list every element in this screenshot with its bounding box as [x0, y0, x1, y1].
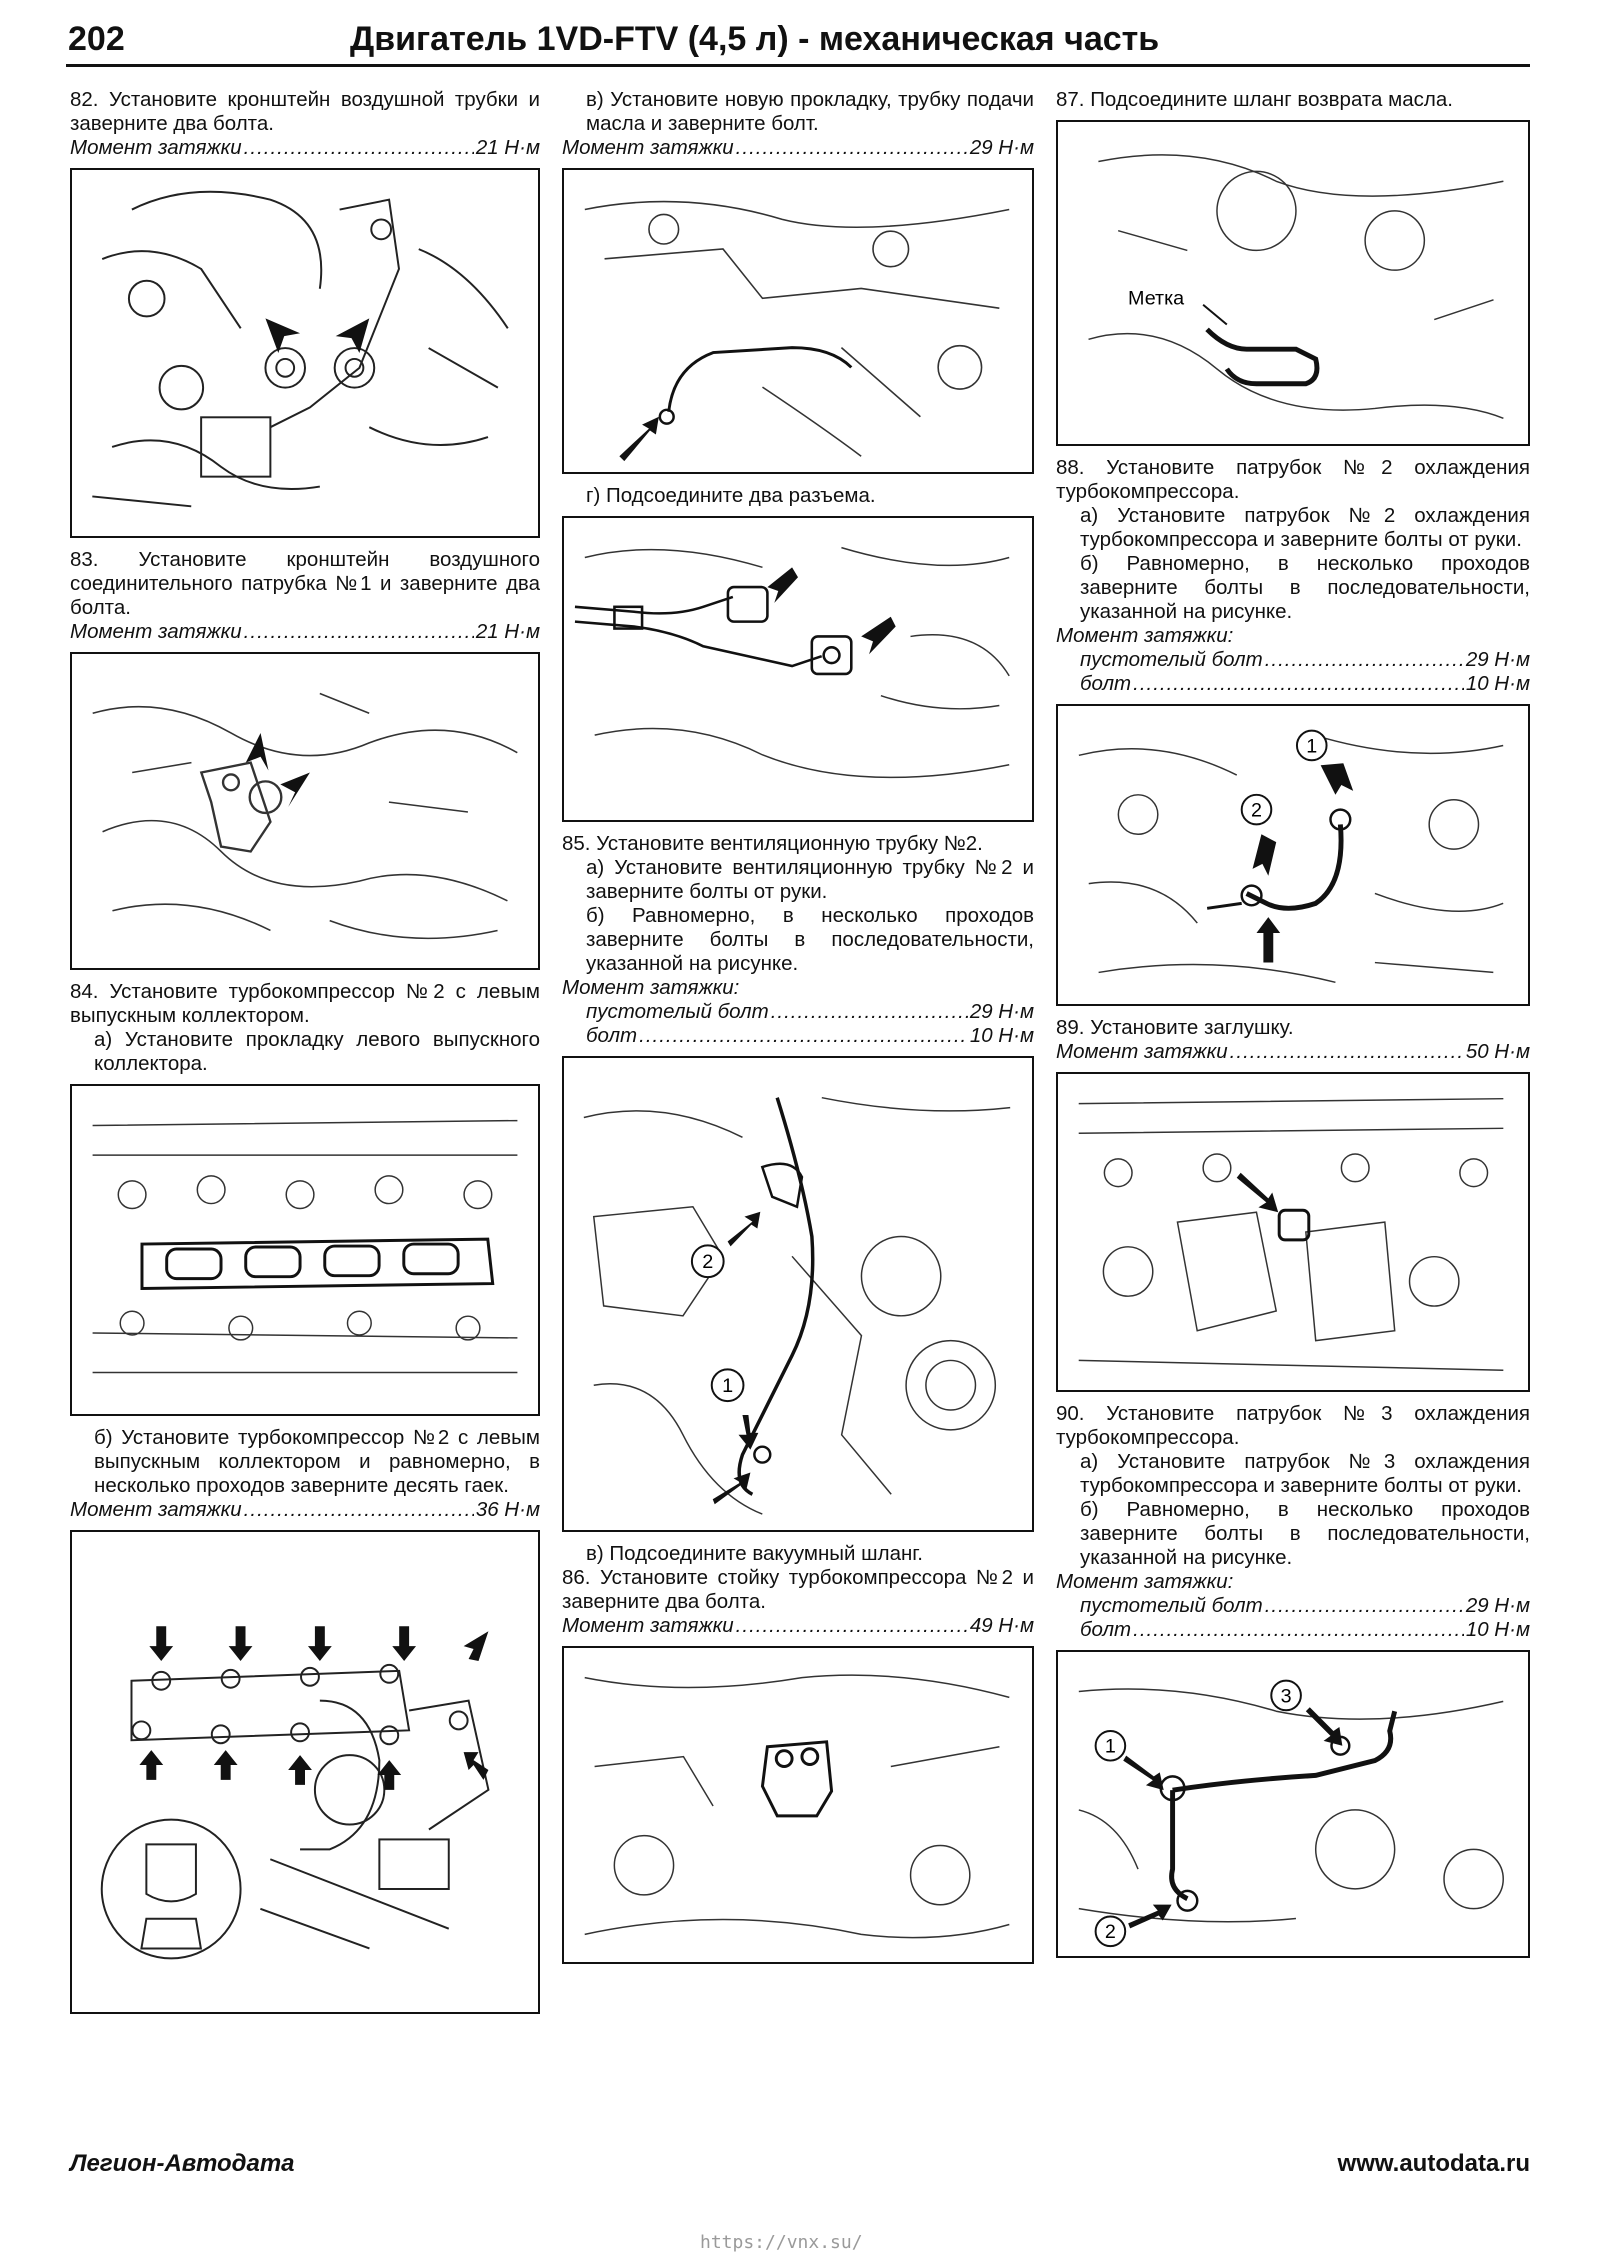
fig88-callout-1: 1 — [1306, 735, 1318, 758]
torque-title: Момент затяжки: — [1056, 1570, 1234, 1593]
step-84b-text: б) Установите турбокомпрессор №2 с левым выпускным коллектором и равномерно, в несколько проходов заверните десять гаек. — [94, 1426, 540, 1497]
step-90a-text: а) Установите патрубок №3 охлаждения турбокомпрессора и заверните болты от руки. — [1080, 1450, 1530, 1497]
torque-label: пустотелый болт — [586, 1000, 769, 1023]
torque-value: 29 Н·м — [969, 136, 1034, 159]
step-82-torque — [70, 136, 540, 160]
manifold-gasket-illustration — [72, 1086, 538, 1414]
step-90-torque-hollow-bolt — [1056, 1594, 1530, 1618]
step-85v-text: в) Подсоедините вакуумный шланг. — [586, 1542, 923, 1565]
figure-84v-oil-pipe — [562, 168, 1034, 474]
step-90-text: 90. Установите патрубок №3 охлаждения турбокомпрессора. — [1056, 1402, 1530, 1449]
step-87-text: 87. Подсоедините шланг возврата масла. — [1056, 88, 1453, 111]
torque-label: Момент затяжки — [70, 620, 242, 643]
step-85b-text: б) Равномерно, в несколько проходов заверните болты в последовательности, указанной на рисунке. — [586, 904, 1034, 975]
step-84-text: 84. Установите турбокомпрессор №2 с левым выпускным коллектором. — [70, 980, 540, 1027]
step-84v-torque — [562, 136, 1034, 160]
torque-value: 29 Н·м — [1465, 648, 1530, 671]
step-84a-text: а) Установите прокладку левого выпускного коллектора. — [94, 1028, 540, 1075]
cooling-pipe-3-illustration — [1058, 1652, 1528, 1956]
cooling-pipe-2-illustration — [1058, 706, 1528, 1004]
step-88-torque-title — [1056, 624, 1530, 648]
step-88-torque-hollow-bolt — [1056, 648, 1530, 672]
figure-88-cooling-pipe — [1056, 704, 1530, 1006]
torque-label: Момент затяжки — [70, 1498, 242, 1521]
fig90-callout-2: 2 — [1104, 1921, 1116, 1944]
torque-value: 29 Н·м — [969, 1000, 1034, 1023]
step-85-torque-bolt — [562, 1024, 1034, 1048]
vent-pipe-illustration — [564, 1058, 1032, 1530]
column-2 — [562, 88, 1034, 1974]
torque-label: пустотелый болт — [1080, 648, 1263, 671]
figure-85-vent-pipe — [562, 1056, 1034, 1532]
figure-87-oil-return — [1056, 120, 1530, 446]
column-3 — [1056, 88, 1530, 1968]
column-1 — [70, 88, 540, 2024]
step-85a-text: а) Установите вентиляционную трубку №2 и заверните болты от руки. — [586, 856, 1034, 903]
step-84g-text: г) Подсоедините два разъема. — [586, 484, 876, 507]
step-88b-text: б) Равномерно, в несколько проходов заверните болты в последовательности, указанной на рисунке. — [1080, 552, 1530, 623]
figure-84a-gasket — [70, 1084, 540, 1416]
fig85-callout-1: 1 — [722, 1375, 734, 1398]
turbo-nuts-illustration — [72, 1532, 538, 2012]
connectors-illustration — [564, 518, 1032, 820]
page-title: Двигатель 1VD-FTV (4,5 л) - механическая часть — [350, 20, 1160, 58]
figure-84g-connectors — [562, 516, 1034, 822]
oil-pipe-illustration — [564, 170, 1032, 472]
header-rule — [66, 64, 1530, 67]
torque-label: Момент затяжки — [562, 1614, 734, 1637]
step-84b-torque — [70, 1498, 540, 1522]
fig85-callout-2: 2 — [702, 1251, 714, 1274]
step-85-torque-hollow-bolt — [562, 1000, 1034, 1024]
figure-86-stay — [562, 1646, 1034, 1964]
torque-value: 10 Н·м — [969, 1024, 1034, 1047]
step-86-text: 86. Установите стойку турбокомпрессора №2 и заверните два болта. — [562, 1566, 1034, 1613]
step-90b-text: б) Равномерно, в несколько проходов заверните болты в последовательности, указанной на рисунке. — [1080, 1498, 1530, 1569]
step-85-torque-title — [562, 976, 1034, 1000]
step-83-text: 83. Установите кронштейн воздушного соединительного патрубка №1 и заверните два болта. — [70, 548, 540, 619]
publisher-name: Легион-Автодата — [70, 2150, 295, 2177]
figure-84b-turbo — [70, 1530, 540, 2014]
fig90-callout-3: 3 — [1280, 1685, 1292, 1708]
torque-label: пустотелый болт — [1080, 1594, 1263, 1617]
torque-label: болт — [586, 1024, 638, 1047]
torque-value: 21 Н·м — [475, 136, 540, 159]
step-85-text: 85. Установите вентиляционную трубку №2. — [562, 832, 983, 855]
torque-title: Момент затяжки: — [1056, 624, 1234, 647]
step-88-text: 88. Установите патрубок №2 охлаждения турбокомпрессора. — [1056, 456, 1530, 503]
step-83-torque — [70, 620, 540, 644]
torque-value: 29 Н·м — [1465, 1594, 1530, 1617]
torque-value: 36 Н·м — [475, 1498, 540, 1521]
plug-illustration — [1058, 1074, 1528, 1390]
step-88-torque-bolt — [1056, 672, 1530, 696]
torque-label: болт — [1080, 672, 1132, 695]
page-number: 202 — [68, 20, 125, 58]
torque-label: Момент затяжки — [562, 136, 734, 159]
turbo-stay-illustration — [564, 1648, 1032, 1962]
torque-title: Момент затяжки: — [562, 976, 740, 999]
step-82-text: 82. Установите кронштейн воздушной трубки и заверните два болта. — [70, 88, 540, 135]
figure-89-plug — [1056, 1072, 1530, 1392]
torque-label: болт — [1080, 1618, 1132, 1641]
step-84v-text: в) Установите новую прокладку, трубку подачи масла и заверните болт. — [586, 88, 1034, 135]
torque-label: Момент затяжки — [70, 136, 242, 159]
torque-value: 10 Н·м — [1465, 672, 1530, 695]
watermark: https://vnx.su/ — [700, 2232, 863, 2253]
step-90-torque-title — [1056, 1570, 1530, 1594]
torque-label: Момент затяжки — [1056, 1040, 1228, 1063]
torque-value: 21 Н·м — [475, 620, 540, 643]
torque-value: 10 Н·м — [1465, 1618, 1530, 1641]
step-89-torque — [1056, 1040, 1530, 1064]
oil-return-hose-illustration — [1058, 122, 1528, 444]
fig88-callout-2: 2 — [1251, 799, 1262, 822]
torque-value: 49 Н·м — [969, 1614, 1034, 1637]
fig90-callout-1: 1 — [1104, 1735, 1116, 1758]
air-pipe-bracket-illustration — [72, 654, 538, 968]
figure-90-cooling-pipe — [1056, 1650, 1530, 1958]
torque-value: 50 Н·м — [1465, 1040, 1530, 1063]
figure-82-bracket — [70, 168, 540, 538]
figure-83-bracket — [70, 652, 540, 970]
website-link[interactable]: www.autodata.ru — [1337, 2150, 1530, 2177]
bracket-illustration — [72, 170, 538, 536]
step-89-text: 89. Установите заглушку. — [1056, 1016, 1294, 1039]
step-88a-text: а) Установите патрубок №2 охлаждения турбокомпрессора и заверните болты от руки. — [1080, 504, 1530, 551]
step-90-torque-bolt — [1056, 1618, 1530, 1642]
step-86-torque — [562, 1614, 1034, 1638]
fig87-mark-label: Метка — [1128, 287, 1185, 310]
